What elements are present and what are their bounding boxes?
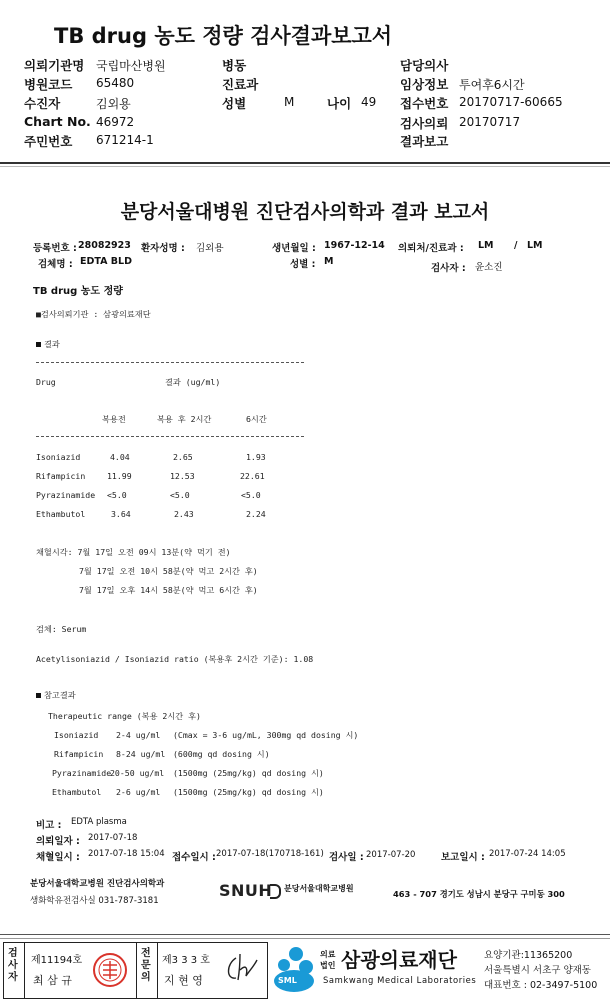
col-2h: 복용 후 2시간 (157, 414, 212, 424)
field-label-chart-no: Chart No. (24, 114, 91, 129)
ratio-line: Acetylisoniazid / Isoniazid ratio (복용후 2시간 기준): 1.08 (36, 654, 314, 664)
signature-box-divider (136, 943, 137, 998)
examiner-label: 검사자 : (431, 263, 466, 274)
row-6h: 2.24 (246, 509, 266, 519)
report-time-value: 2017-07-24 14:05 (489, 849, 566, 859)
row-2h: 2.65 (173, 452, 193, 462)
org-type-1: 의료 (320, 950, 336, 959)
dob-value: 1967-12-14 (324, 240, 385, 251)
field-label-ward: 병동 (222, 58, 247, 73)
field-value-institution: 국립마산병원 (96, 59, 166, 73)
field-label-age: 나이 (327, 96, 352, 111)
ref-drug: Isoniazid (54, 730, 99, 740)
ref-drug: Ethambutol (52, 787, 102, 797)
examiner-name: 최 삼 규 (33, 974, 72, 987)
remark-value: EDTA plasma (71, 817, 127, 827)
official-seal-icon (93, 953, 127, 987)
lab-org-name: 분당서울대학교병원 진단검사의학과 (30, 879, 165, 889)
test-name: TB drug 농도 정량 (33, 286, 123, 297)
dept-value-2: LM (527, 240, 543, 251)
result-heading (36, 339, 60, 350)
row-drug: Ethambutol (36, 509, 86, 519)
draw-time-value: 2017-07-18 15:04 (88, 849, 165, 859)
snuh-logo: SNUH (219, 881, 273, 900)
org-type-2: 법인 (320, 961, 336, 970)
reg-no-label: 등록번호 : (33, 243, 77, 254)
bullet-square (36, 693, 41, 698)
snuh-address: 463 - 707 경기도 성남시 분당구 구미동 300 (393, 889, 565, 899)
signature-icon (222, 950, 260, 986)
test-date-label: 검사일 : (329, 852, 364, 863)
row-2h: 12.53 (170, 471, 195, 481)
ref-note: (1500mg (25mg/kg) qd dosing 시) (173, 768, 324, 778)
patient-name-label: 환자성명 : (141, 243, 185, 254)
row-pre: 11.99 (107, 471, 132, 481)
dashed-rule (36, 362, 304, 363)
request-date-value: 2017-07-18 (88, 833, 138, 843)
specialist-license-no: 제3 3 3 호 (162, 955, 210, 966)
result-heading-text: 결과 (44, 339, 60, 349)
dob-label: 생년월일 : (272, 243, 316, 254)
field-value-patient: 김외용 (96, 97, 131, 111)
col-pre: 복용전 (102, 414, 126, 424)
sampling-time-2: 7월 17일 오전 10시 58분(약 먹고 2시간 후) (79, 566, 258, 576)
draw-time-label: 채혈일시 : (36, 852, 80, 863)
sml-org-name: 삼광의료재단 (341, 948, 457, 972)
receipt-time-label: 접수일시 : (172, 852, 216, 863)
dept-separator: / (514, 240, 518, 251)
sml-phone: 대표번호 : 02-3497-5100 (484, 980, 598, 991)
dept-value-1: LM (478, 240, 494, 251)
specimen-value: EDTA BLD (80, 256, 132, 267)
sampling-time-1: 채혈시각: 7월 17일 오전 09시 13분(약 먹기 전) (36, 547, 231, 557)
field-label-clinical-info: 임상정보 (400, 77, 449, 92)
document-title: TB drug 농도 정량 검사결과보고서 (54, 24, 393, 48)
bullet-square (36, 342, 41, 347)
dept-label: 의뢰처/진료과 : (398, 243, 464, 254)
row-6h: 22.61 (240, 471, 265, 481)
field-label-sex: 성별 (222, 96, 247, 111)
specialist-name: 지 현 영 (164, 974, 203, 987)
ref-note: (Cmax = 3-6 ug/mL, 300mg qd dosing 시) (173, 730, 359, 740)
signature-box-divider (24, 943, 25, 998)
signature-box-divider (157, 943, 158, 998)
request-date-label: 의뢰일자 : (36, 836, 80, 847)
specimen-label: 검체명 : (38, 259, 73, 270)
row-drug: Rifampicin (36, 471, 86, 481)
ref-range: 2-4 ug/ml (116, 730, 161, 740)
ref-range: 20-50 ug/ml (110, 768, 165, 778)
row-drug: Pyrazinamide (36, 490, 96, 500)
field-value-test-request: 20170717 (459, 115, 521, 129)
request-institution: ■검사의뢰기관 : 삼광의료재단 (36, 309, 151, 319)
row-2h: <5.0 (170, 490, 190, 500)
field-label-patient: 수진자 (24, 96, 61, 111)
header-divider-shadow (0, 166, 610, 167)
field-value-resident-no: 671214-1 (96, 133, 154, 147)
row-pre: <5.0 (107, 490, 127, 500)
dashed-rule (36, 436, 304, 437)
test-date-value: 2017-07-20 (366, 850, 416, 860)
reference-heading (36, 690, 76, 701)
report-time-label: 보고일시 : (441, 852, 485, 863)
field-value-sex: M (284, 95, 295, 109)
sml-logo-icon (272, 945, 316, 993)
col-6h: 6시간 (246, 414, 267, 424)
row-6h: <5.0 (241, 490, 261, 500)
ref-drug: Pyrazinamide (52, 768, 112, 778)
lab-org-contact: 생화학유전검사실 031-787-3181 (30, 896, 159, 906)
ref-range: 2-6 ug/ml (116, 787, 161, 797)
field-label-hospital-code: 병원코드 (24, 77, 73, 92)
examiner-vertical-label: 검사자 (8, 948, 18, 983)
field-label-doctor: 담당의사 (400, 58, 449, 73)
row-drug: Isoniazid (36, 452, 81, 462)
field-value-receipt-no: 20170717-60665 (459, 95, 563, 109)
sex-value: M (324, 256, 334, 267)
field-label-dept: 진료과 (222, 77, 259, 92)
field-label-resident-no: 주민번호 (24, 134, 73, 149)
sex-label: 성별 : (290, 259, 316, 270)
snuh-emblem-icon (270, 884, 281, 899)
report-title: 분당서울대병원 진단검사의학과 결과 보고서 (120, 201, 490, 223)
snuh-korean-name: 분당서울대학교병원 (284, 884, 354, 893)
field-value-hospital-code: 65480 (96, 76, 135, 90)
sampling-time-3: 7월 17일 오후 14시 58분(약 먹고 6시간 후) (79, 585, 258, 595)
row-6h: 1.93 (246, 452, 266, 462)
ref-note: (600mg qd dosing 시) (173, 749, 270, 759)
sml-org-english: Samkwang Medical Laboratories (323, 975, 477, 985)
field-label-institution: 의뢰기관명 (24, 58, 85, 73)
footer-divider-shadow (0, 938, 610, 939)
specimen-line: 검체: Serum (36, 624, 87, 634)
ref-note: (1500mg (25mg/kg) qd dosing 시) (173, 787, 324, 797)
receipt-time-value: 2017-07-18(170718-161) (216, 849, 324, 859)
examiner-license-no: 제11194호 (31, 955, 83, 966)
field-label-receipt-no: 접수번호 (400, 96, 449, 111)
sml-address: 서울특별시 서초구 양재동 (484, 965, 591, 976)
care-institution-code: 요양기관:11365200 (484, 950, 573, 961)
field-value-age: 49 (361, 95, 377, 109)
field-label-result-report: 결과보고 (400, 134, 449, 149)
patient-name-value: 김외용 (196, 243, 224, 254)
specialist-vertical-label: 전문의 (141, 948, 151, 983)
row-2h: 2.43 (174, 509, 194, 519)
therapeutic-range-title: Therapeutic range (복용 2시간 후) (48, 711, 201, 721)
field-value-clinical-info: 투여후6시간 (459, 78, 525, 92)
header-divider (0, 162, 610, 164)
reg-no-value: 28082923 (78, 240, 131, 251)
remark-label: 비고 : (36, 820, 62, 831)
examiner-value: 윤소진 (475, 262, 503, 273)
col-drug: Drug (36, 377, 56, 387)
row-pre: 3.64 (111, 509, 131, 519)
ref-drug: Rifampicin (54, 749, 104, 759)
ref-range: 8-24 ug/ml (116, 749, 166, 759)
field-label-test-request: 검사의뢰 (400, 116, 449, 131)
footer-divider (0, 934, 610, 935)
field-value-chart-no: 46972 (96, 115, 135, 129)
sml-logo-text: SML (278, 976, 297, 985)
row-pre: 4.04 (110, 452, 130, 462)
reference-heading-text: 참고결과 (44, 690, 76, 700)
col-result: 결과 (ug/ml) (165, 377, 221, 387)
